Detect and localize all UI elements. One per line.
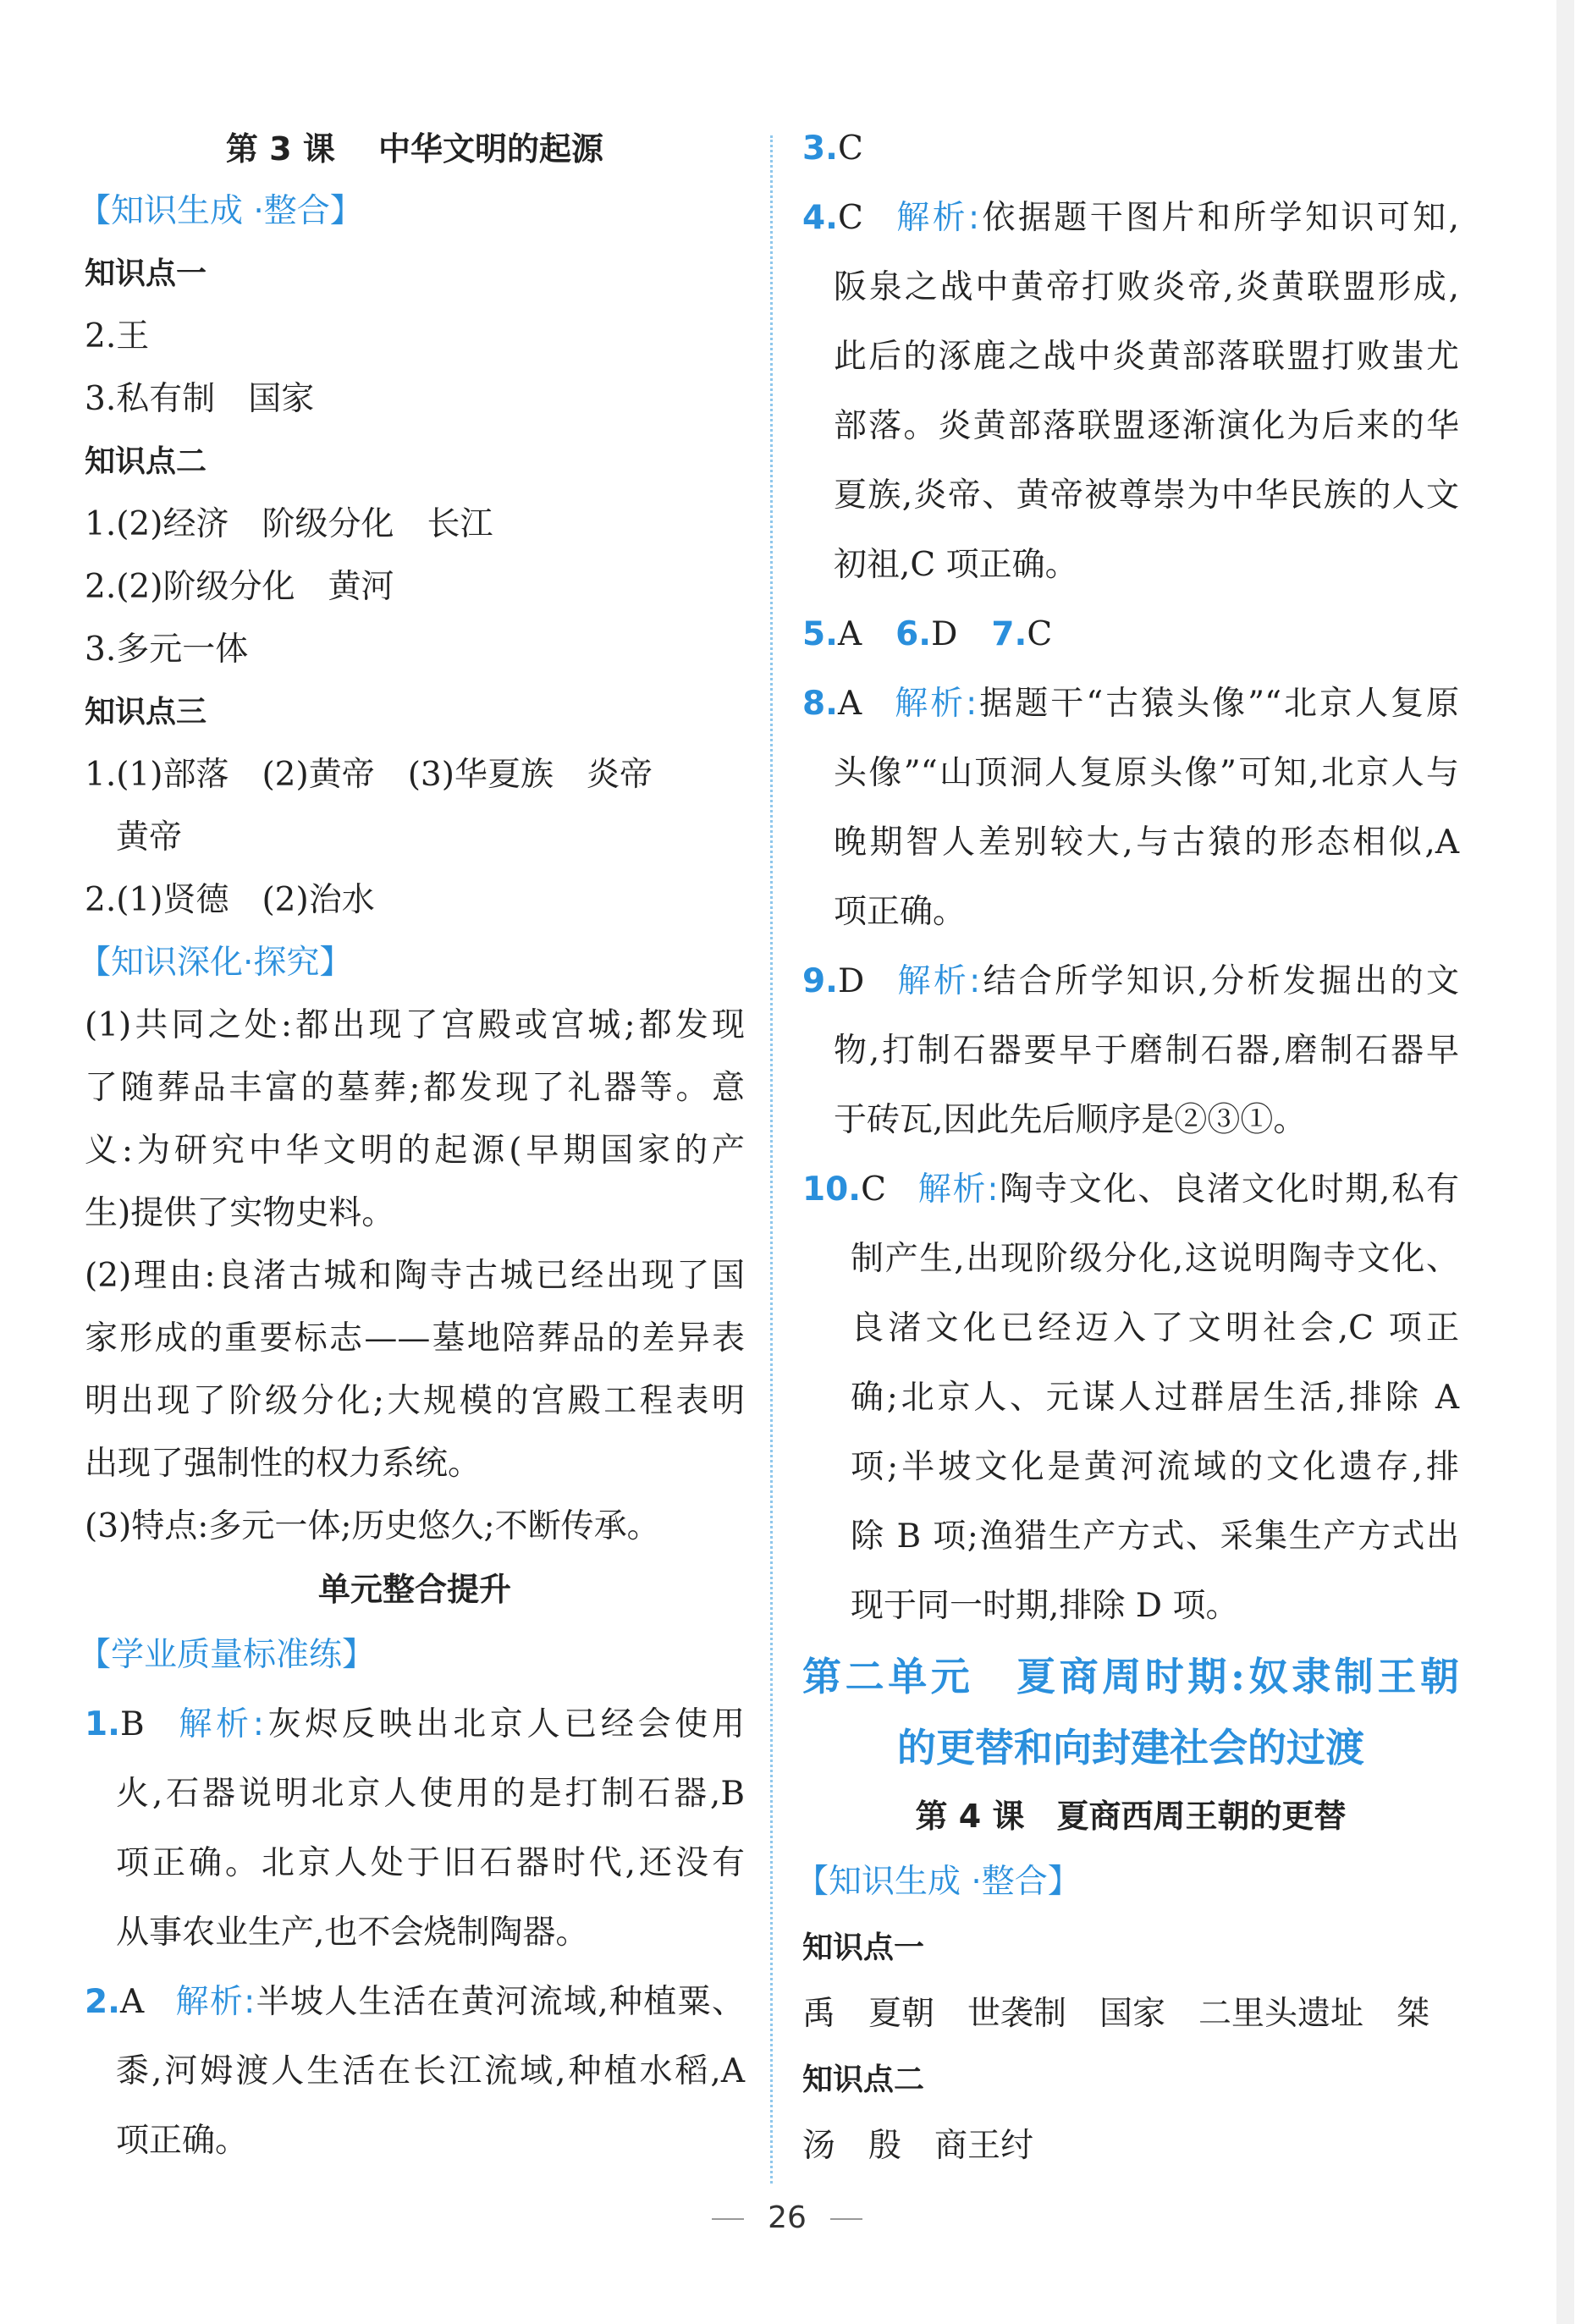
knowledge-point-heading: 知识点一 xyxy=(802,1930,925,1965)
analysis-text: 初祖,C 项正确。 xyxy=(834,546,1078,584)
analysis-text: 陶寺文化、良渚文化时期,私有 xyxy=(998,1170,1459,1209)
analysis-label: 解析: xyxy=(893,199,980,237)
analysis-text: 结合所学知识,分析发掘出的文 xyxy=(980,962,1459,1000)
lesson-title: 第 3 课 中华文明的起源 xyxy=(225,130,604,168)
text-line: 1.(1)部落 (2)黄帝 (3)华夏族 炎帝 xyxy=(85,756,653,794)
answer-line xyxy=(802,669,1459,739)
paragraph-line: (2)理由:良渚古城和陶寺古城已经出现了国 xyxy=(85,1257,745,1295)
paragraph-line: 家形成的重要标志——墓地陪葬品的差异表 xyxy=(85,1319,745,1358)
paragraph-line: 了随葬品丰富的墓葬;都发现了礼器等。意 xyxy=(85,1069,745,1107)
answer-line xyxy=(85,1968,745,2037)
analysis-text: 项正确。北京人处于旧石器时代,还没有 xyxy=(116,1844,745,1882)
analysis-text: 部落。炎黄部落联盟逐渐演化为后来的华 xyxy=(834,407,1459,445)
answer-choice: A xyxy=(837,615,862,653)
analysis-label: 解析: xyxy=(895,962,981,1000)
right-column xyxy=(796,114,1460,2179)
analysis-text: 黍,河姆渡人生活在长江流域,种植水稻,A xyxy=(116,2052,745,2090)
answer-line xyxy=(802,1363,1459,1433)
answer-line xyxy=(85,1898,745,1968)
analysis-label: 解析: xyxy=(892,685,978,723)
answer-choice: C xyxy=(1027,615,1053,653)
analysis-text: 依据题干图片和所学知识可知, xyxy=(979,199,1460,237)
question-number: 8. xyxy=(802,685,838,723)
answer-line xyxy=(802,114,1459,184)
analysis-text: 灰烬反映出北京人已经会使用 xyxy=(263,1705,745,1743)
answer-line xyxy=(85,1690,745,1760)
section-header: 【知识深化·探究】 xyxy=(78,944,353,982)
answer-line xyxy=(802,1086,1459,1155)
knowledge-point-heading: 知识点二 xyxy=(802,2062,925,2097)
lesson-title: 单元整合提升 xyxy=(317,1571,511,1608)
text-line: (3)特点:多元一体;历史悠久;不断传承。 xyxy=(85,1507,660,1545)
answer-choice: A xyxy=(837,685,862,723)
text-line: 3.私有制 国家 xyxy=(85,380,315,418)
text-line: 1.(2)经济 阶级分化 长江 xyxy=(85,505,493,543)
answer-line xyxy=(802,808,1459,878)
paragraph-line: (1)共同之处:都出现了宫殿或宫城;都发现 xyxy=(85,1006,745,1044)
text-line: 生)提供了实物史料。 xyxy=(85,1194,395,1232)
text-line: 2.王 xyxy=(85,317,150,355)
answer-line xyxy=(802,600,1459,669)
question-number: 7. xyxy=(991,615,1027,653)
question-number: 10. xyxy=(802,1170,862,1209)
answer-choice: A xyxy=(119,1983,145,2021)
analysis-label: 解析: xyxy=(174,1705,264,1743)
paragraph-line: 明出现了阶级分化;大规模的宫殿工程表明 xyxy=(85,1382,745,1420)
answer-line xyxy=(85,1829,745,1898)
question-number: 1. xyxy=(85,1705,120,1743)
text-line: 禹 夏朝 世袭制 国家 二里头遗址 桀 xyxy=(802,1995,1430,2033)
page-edge xyxy=(1556,0,1574,2324)
page-footer xyxy=(0,2200,1574,2235)
analysis-text: 从事农业生产,也不会烧制陶器。 xyxy=(116,1914,589,1952)
paragraph-line: 义:为研究中华文明的起源(早期国家的产 xyxy=(85,1132,745,1170)
answer-line xyxy=(802,531,1459,600)
section-header: 【学业质量标准练】 xyxy=(78,1636,376,1674)
answer-line xyxy=(802,1155,1459,1225)
answer-line xyxy=(85,2037,745,2106)
answer-line xyxy=(802,878,1459,947)
answer-line xyxy=(802,184,1459,253)
unit-title: 第二单元 夏商周时期:奴隶制王朝 xyxy=(802,1654,1459,1699)
answer-choice: C xyxy=(837,129,863,168)
answer-line xyxy=(802,1016,1459,1086)
analysis-text: 晚期智人差别较大,与古猿的形态相似,A xyxy=(834,823,1459,862)
analysis-text: 确;北京人、元谋人过群居生活,排除 A xyxy=(851,1379,1459,1417)
text-line: 黄帝 xyxy=(116,818,183,856)
text-line: 2.(2)阶级分化 黄河 xyxy=(85,568,394,606)
text-line: 汤 殷 商王纣 xyxy=(802,2127,1034,2165)
section-header: 【知识生成 ·整合】 xyxy=(78,192,363,230)
analysis-text: 半坡人生活在黄河流域,种植粟、 xyxy=(255,1983,745,2021)
answer-line xyxy=(802,1502,1459,1572)
analysis-text: 头像”“山顶洞人复原头像”可知,北京人与 xyxy=(834,754,1459,792)
analysis-label: 解析: xyxy=(174,1983,256,2021)
analysis-text: 于砖瓦,因此先后顺序是②③①。 xyxy=(834,1101,1307,1139)
text-line: 2.(1)贤德 (2)治水 xyxy=(85,881,375,919)
left-column xyxy=(78,118,745,2176)
answer-line xyxy=(802,392,1459,461)
analysis-text: 此后的涿鹿之战中炎黄部落联盟打败蚩尤 xyxy=(834,338,1459,376)
analysis-text: 项正确。 xyxy=(116,2122,249,2160)
analysis-text: 现于同一时期,排除 D 项。 xyxy=(851,1587,1239,1625)
dash-right xyxy=(830,2218,862,2220)
question-number: 5. xyxy=(802,615,838,653)
answer-line xyxy=(802,739,1459,808)
knowledge-point-heading: 知识点二 xyxy=(85,444,207,479)
answer-line xyxy=(85,2106,745,2176)
answer-line xyxy=(802,1225,1459,1294)
answer-line xyxy=(802,947,1459,1016)
analysis-text: 项;半坡文化是黄河流域的文化遗存,排 xyxy=(851,1448,1459,1486)
analysis-text: 火,石器说明北京人使用的是打制石器,B xyxy=(116,1775,745,1813)
answer-choice: C xyxy=(837,199,863,237)
answer-line xyxy=(802,253,1459,322)
lesson-title: 第 4 课 夏商西周王朝的更替 xyxy=(915,1798,1347,1835)
analysis-text: 除 B 项;渔猎生产方式、采集生产方式出 xyxy=(851,1517,1459,1556)
question-number: 3. xyxy=(802,129,838,168)
answer-line xyxy=(802,1572,1459,1641)
analysis-label: 解析: xyxy=(916,1170,999,1209)
answer-choice: D xyxy=(837,962,865,1000)
dash-left xyxy=(712,2218,744,2220)
answer-line xyxy=(802,461,1459,531)
column-divider xyxy=(770,135,773,2184)
question-number: 4. xyxy=(802,199,838,237)
analysis-text: 良渚文化已经迈入了文明社会,C 项正 xyxy=(851,1309,1459,1347)
answer-choice: C xyxy=(861,1170,886,1209)
analysis-text: 物,打制石器要早于磨制石器,磨制石器早 xyxy=(834,1032,1459,1070)
answer-line xyxy=(802,322,1459,392)
page-number: 26 xyxy=(768,2200,807,2235)
answer-choice: D xyxy=(931,615,958,653)
text-line: 3.多元一体 xyxy=(85,631,249,669)
analysis-text: 制产生,出现阶级分化,这说明陶寺文化、 xyxy=(851,1240,1459,1278)
answer-choice: B xyxy=(119,1705,145,1743)
answer-line xyxy=(802,1294,1459,1363)
knowledge-point-heading: 知识点一 xyxy=(85,256,207,291)
question-number: 9. xyxy=(802,962,838,1000)
question-number: 2. xyxy=(85,1983,120,2021)
analysis-text: 项正确。 xyxy=(834,893,967,931)
answer-line xyxy=(802,1433,1459,1502)
answer-line xyxy=(85,1760,745,1829)
text-line: 出现了强制性的权力系统。 xyxy=(85,1445,482,1483)
section-header: 【知识生成 ·整合】 xyxy=(796,1863,1081,1901)
question-number: 6. xyxy=(895,615,932,653)
knowledge-point-heading: 知识点三 xyxy=(85,695,207,730)
analysis-text: 据题干“古猿头像”“北京人复原 xyxy=(977,685,1459,723)
analysis-text: 阪泉之战中黄帝打败炎帝,炎黄联盟形成, xyxy=(834,268,1459,306)
unit-title: 的更替和向封建社会的过渡 xyxy=(897,1725,1364,1771)
analysis-text: 夏族,炎帝、黄帝被尊崇为中华民族的人文 xyxy=(834,476,1459,515)
